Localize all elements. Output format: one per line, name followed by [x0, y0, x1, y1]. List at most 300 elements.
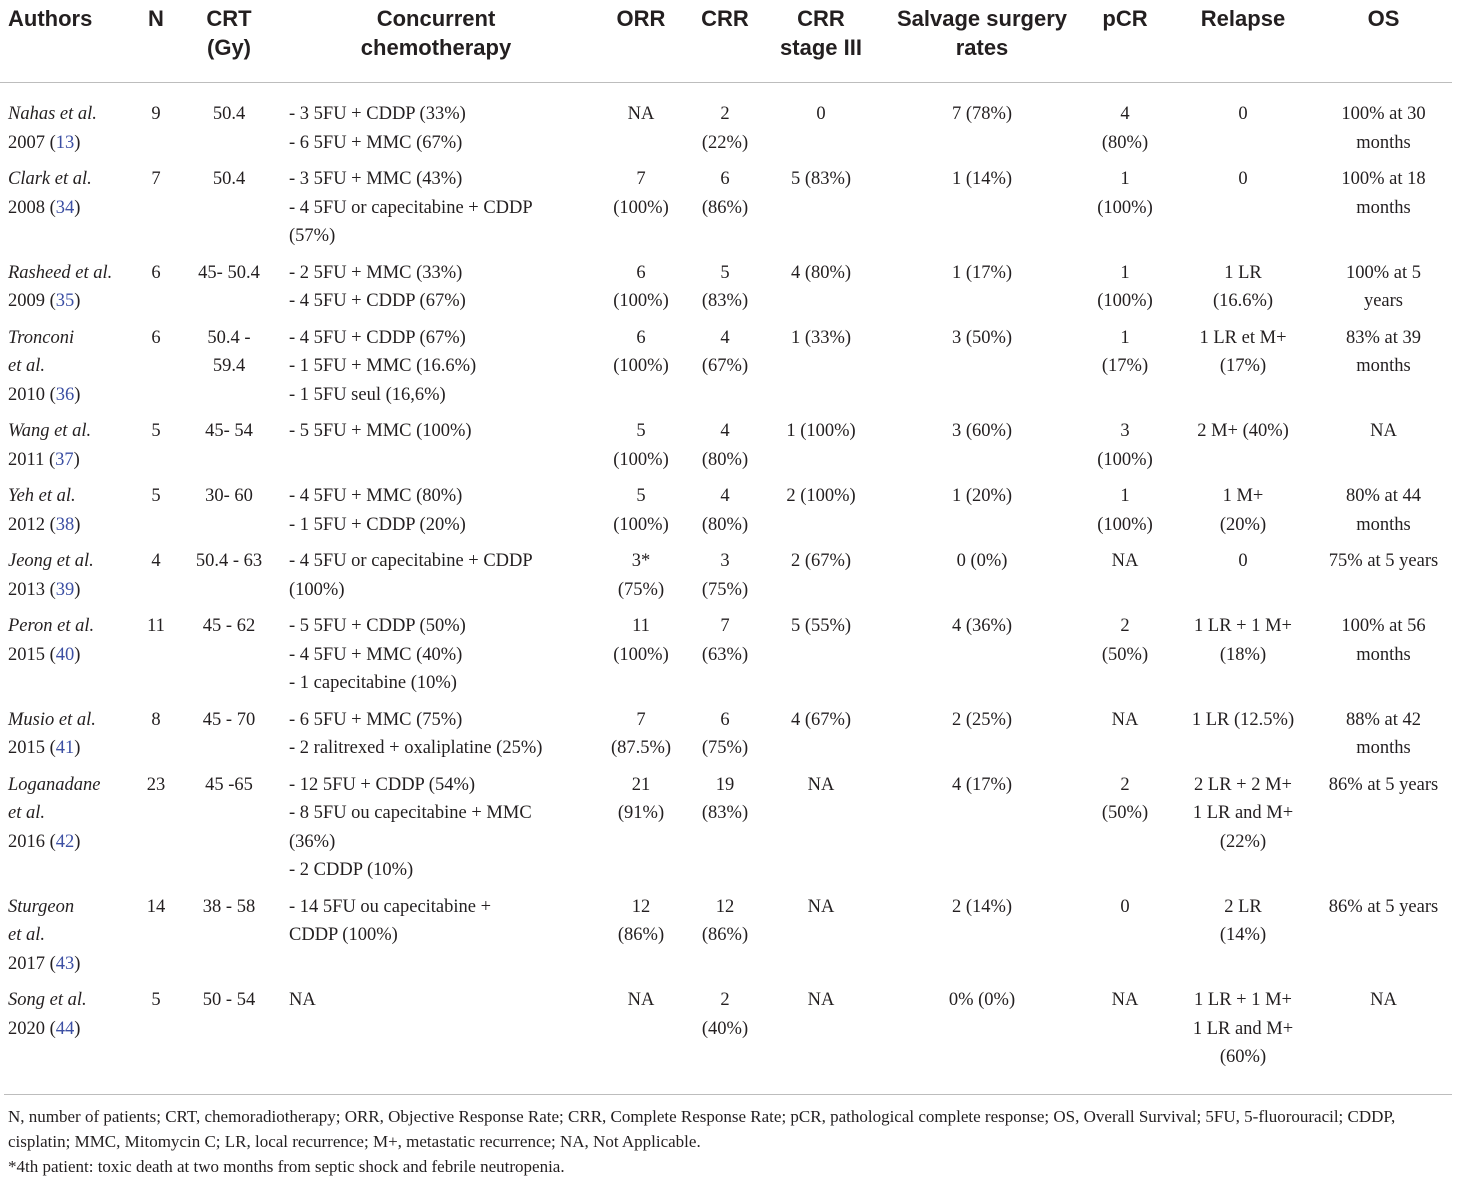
cell-pcr-line: 0 [1120, 896, 1130, 917]
cell-authors [0, 482, 137, 547]
cell-pcr-line: NA [1111, 709, 1139, 730]
author-name: Clark et al. [8, 169, 92, 189]
cell-orr [589, 417, 693, 482]
cell-crr-line: (83%) [701, 291, 749, 311]
cell-relapse-line: 1 LR + 1 M+ [1194, 990, 1292, 1010]
cell-chemotherapy-line: - 8 5FU ou capecitabine + MMC [289, 803, 532, 823]
cell-orr [589, 612, 693, 706]
table-row [0, 165, 1452, 259]
cell-orr-line: 3* [631, 551, 651, 571]
cell-n: 5 [151, 421, 161, 441]
header-pcr: pCR [1079, 0, 1171, 83]
cell-chemotherapy [283, 417, 589, 482]
cell-pcr-line: 2 [1120, 774, 1130, 795]
header-crr: CRR [693, 0, 757, 83]
cell-chemotherapy [283, 324, 589, 418]
cell-relapse-line: 1 LR et M+ [1199, 327, 1287, 348]
cell-chemotherapy-line: - 4 5FU or capecitabine + CDDP [289, 551, 533, 571]
cell-chemotherapy [283, 547, 589, 612]
cell-authors [0, 893, 137, 987]
cell-salvage-surgery [885, 417, 1079, 482]
cell-crt-line: 50 - 54 [202, 990, 256, 1010]
cell-crt [175, 706, 283, 771]
cell-pcr [1079, 324, 1171, 418]
author-year-line: 2020 (44) [8, 1018, 81, 1039]
cell-relapse [1171, 165, 1315, 259]
cell-chemotherapy [283, 771, 589, 893]
cell-crr-line: (22%) [701, 132, 749, 153]
reference-number: 13 [55, 132, 75, 153]
publication-year: 2015 [8, 644, 45, 665]
cell-crr-line: (83%) [701, 803, 749, 823]
cell-pcr-line: 1 [1120, 262, 1130, 283]
cell-authors [0, 612, 137, 706]
cell-authors [0, 771, 137, 893]
table-row [0, 547, 1452, 612]
footnote-toxic-death: *4th patient: toxic death at two months from septic shock and febrile neutropenia. [8, 1157, 565, 1176]
publication-year: 2008 [8, 197, 45, 218]
reference-number: 44 [55, 1018, 75, 1039]
cell-chemotherapy-line: - 4 5FU + CDDP (67%) [289, 327, 466, 348]
table-row [0, 324, 1452, 418]
cell-crt [175, 986, 283, 1080]
cell-os [1315, 324, 1452, 418]
cell-relapse [1171, 259, 1315, 324]
cell-salvage-surgery [885, 547, 1079, 612]
cell-orr-line: 7 [636, 169, 646, 189]
reference-number: 35 [55, 291, 75, 311]
publication-year: 2009 [8, 291, 45, 311]
cell-authors [0, 165, 137, 259]
cell-crr [693, 83, 757, 166]
author-name: Musio et al. [8, 709, 96, 730]
cell-os [1315, 417, 1452, 482]
author-year-line: 2015 (40) [8, 644, 81, 665]
reference-number: 36 [55, 384, 75, 405]
cell-os-line: 100% at 30 [1341, 104, 1426, 124]
cell-crt-line: 50.4 - [207, 327, 251, 348]
cell-relapse-line: 1 M+ [1222, 486, 1264, 506]
cell-crt [175, 547, 283, 612]
cell-crr [693, 612, 757, 706]
cell-salvage-surgery [885, 482, 1079, 547]
header-authors: Authors [0, 0, 137, 83]
cell-crt [175, 482, 283, 547]
reference-number: 42 [55, 831, 75, 852]
author-year-line: 2008 (34) [8, 197, 81, 218]
cell-relapse-line: 0 [1238, 169, 1248, 189]
cell-crr-stage-iii-line: 2 (67%) [790, 551, 852, 571]
cell-chemotherapy-line: - 6 5FU + MMC (67%) [289, 132, 463, 153]
cell-relapse [1171, 612, 1315, 706]
cell-pcr-line: (17%) [1101, 356, 1149, 376]
cell-os-line: months [1356, 738, 1411, 758]
cell-authors [0, 986, 137, 1080]
cell-crr-line: 5 [720, 262, 730, 283]
cell-salvage-surgery-line: 0% (0%) [948, 990, 1016, 1010]
cell-crr-stage-iii [757, 482, 885, 547]
cell-chemotherapy-line: - 2 CDDP (10%) [289, 860, 414, 880]
cell-orr-line: (87.5%) [610, 738, 672, 758]
reference-number: 39 [55, 579, 75, 600]
cell-crr-stage-iii-line: 5 (55%) [790, 616, 852, 636]
author-name: Wang et al. [8, 421, 92, 441]
cell-crr-line: 4 [720, 421, 730, 441]
cell-salvage-surgery-line: 1 (20%) [951, 486, 1013, 506]
cell-n: 8 [151, 709, 161, 730]
cell-chemotherapy [283, 165, 589, 259]
cell-crr [693, 706, 757, 771]
cell-crr-line: (86%) [701, 925, 749, 945]
cell-orr-line: 5 [636, 421, 646, 441]
cell-crr-stage-iii [757, 893, 885, 987]
cell-orr-line: (100%) [613, 644, 669, 665]
cell-crt-line: 45 -65 [205, 774, 253, 795]
cell-salvage-surgery-line: 1 (14%) [951, 169, 1013, 189]
cell-n: 5 [151, 990, 161, 1010]
cell-crt [175, 259, 283, 324]
cell-relapse-line: 1 LR and M+ [1192, 1018, 1294, 1039]
cell-chemotherapy-line: - 5 5FU + CDDP (50%) [289, 616, 466, 636]
cell-crt [175, 417, 283, 482]
cell-crr [693, 547, 757, 612]
cell-pcr-line: NA [1111, 990, 1139, 1010]
cell-n: 5 [151, 486, 161, 506]
cell-crr-line: (75%) [701, 579, 749, 600]
cell-crr-line: (40%) [701, 1018, 749, 1039]
cell-orr-line: 12 [631, 896, 651, 917]
cell-chemotherapy [283, 706, 589, 771]
cell-crr-stage-iii-line: 1 (100%) [786, 421, 856, 441]
cell-salvage-surgery-line: 4 (36%) [951, 616, 1013, 636]
author-name: Peron et al. [8, 616, 95, 636]
cell-crr-stage-iii [757, 324, 885, 418]
header-row [0, 0, 1452, 83]
cell-orr-line: (100%) [613, 197, 669, 218]
cell-relapse-line: 0 [1238, 104, 1248, 124]
cell-chemotherapy-line: - 4 5FU + CDDP (67%) [289, 291, 466, 311]
cell-orr [589, 986, 693, 1080]
cell-salvage-surgery [885, 612, 1079, 706]
cell-n: 23 [146, 774, 166, 795]
footnote-abbreviations: N, number of patients; CRT, chemoradiotherapy; ORR, Objective Response Rate; CRR, Complete Response Rate; pCR, pathological complete response; OS, Overall Survival; 5FU, 5-fluorouracil; CDDP, cisplatin; MMC, Mitomycin C; LR, local recurrence; M+, metastatic recurrence; NA, Not Applicable. [8, 1107, 1396, 1151]
cell-chemotherapy [283, 986, 589, 1080]
cell-os-line: 75% at 5 years [1328, 551, 1439, 571]
cell-os-line: years [1363, 291, 1404, 311]
cell-n: 6 [151, 327, 161, 348]
cell-orr-line: (100%) [613, 449, 669, 470]
header-orr: ORR [589, 0, 693, 83]
cell-chemotherapy-line: - 4 5FU + MMC (40%) [289, 644, 463, 665]
cell-crt [175, 165, 283, 259]
cell-salvage-surgery [885, 986, 1079, 1080]
cell-pcr-line: (100%) [1097, 291, 1153, 311]
cell-crr-stage-iii [757, 259, 885, 324]
cell-crt-line: 50.4 [212, 169, 246, 189]
cell-crr-stage-iii [757, 83, 885, 166]
cell-os [1315, 165, 1452, 259]
publication-year: 2011 [8, 449, 45, 470]
cell-pcr [1079, 547, 1171, 612]
cell-crr [693, 482, 757, 547]
table-row [0, 83, 1452, 166]
cell-crt-line: 45- 50.4 [198, 262, 260, 283]
cell-os [1315, 482, 1452, 547]
cell-crr-stage-iii [757, 771, 885, 893]
cell-chemotherapy-line: - 4 5FU + MMC (80%) [289, 486, 463, 506]
cell-salvage-surgery-line: 0 (0%) [956, 551, 1008, 571]
cell-orr [589, 324, 693, 418]
cell-os [1315, 893, 1452, 987]
cell-chemotherapy [283, 83, 589, 166]
cell-os-line: 88% at 42 [1345, 709, 1421, 730]
table-row [0, 612, 1452, 706]
author-year-line: 2016 (42) [8, 831, 81, 852]
cell-relapse-line: (18%) [1219, 644, 1267, 665]
cell-relapse [1171, 893, 1315, 987]
cell-chemotherapy [283, 893, 589, 987]
cell-chemotherapy-line: (100%) [289, 579, 345, 600]
cell-orr-line: 21 [631, 774, 651, 795]
cell-crr-line: 4 [720, 327, 730, 348]
cell-crr-stage-iii [757, 986, 885, 1080]
cell-crt [175, 612, 283, 706]
cell-relapse [1171, 547, 1315, 612]
cell-authors [0, 83, 137, 166]
cell-relapse-line: (16.6%) [1212, 291, 1274, 311]
cell-salvage-surgery [885, 893, 1079, 987]
cell-relapse [1171, 482, 1315, 547]
cell-crr-line: (80%) [701, 514, 749, 535]
cell-pcr-line: (100%) [1097, 197, 1153, 218]
cell-orr-line: NA [627, 104, 655, 124]
cell-relapse [1171, 324, 1315, 418]
cell-n: 14 [146, 896, 166, 917]
cell-chemotherapy-line: - 14 5FU ou capecitabine + [289, 896, 492, 917]
cell-salvage-surgery [885, 771, 1079, 893]
cell-chemotherapy-line: - 1 5FU seul (16,6%) [289, 384, 446, 405]
cell-crt-line: 50.4 [212, 104, 246, 124]
cell-pcr-line: 4 [1120, 104, 1130, 124]
cell-pcr [1079, 259, 1171, 324]
cell-relapse [1171, 986, 1315, 1080]
cell-os [1315, 83, 1452, 166]
table-row [0, 259, 1452, 324]
author-name: Sturgeon [8, 896, 75, 917]
cell-pcr-line: (50%) [1101, 644, 1149, 665]
author-year-line: 2017 (43) [8, 953, 81, 974]
cell-crr [693, 771, 757, 893]
cell-salvage-surgery [885, 706, 1079, 771]
cell-crr-line: (86%) [701, 197, 749, 218]
cell-relapse-line: 0 [1238, 551, 1248, 571]
reference-number: 37 [55, 449, 74, 470]
cell-pcr [1079, 706, 1171, 771]
cell-pcr [1079, 482, 1171, 547]
cell-crr-stage-iii-line: NA [807, 896, 835, 917]
cell-relapse-line: (60%) [1219, 1047, 1267, 1067]
author-year-line: 2010 (36) [8, 384, 81, 405]
cell-pcr [1079, 612, 1171, 706]
cell-crr-stage-iii [757, 165, 885, 259]
cell-os [1315, 612, 1452, 706]
cell-pcr [1079, 165, 1171, 259]
cell-chemotherapy [283, 612, 589, 706]
author-name: Nahas et al. [8, 104, 97, 124]
cell-chemotherapy-line: - 3 5FU + MMC (43%) [289, 169, 463, 189]
cell-crr-stage-iii [757, 612, 885, 706]
author-year-line: 2013 (39) [8, 579, 81, 600]
cell-os-line: months [1356, 644, 1411, 665]
publication-year: 2007 [8, 132, 45, 153]
cell-os-line: months [1356, 197, 1411, 218]
cell-salvage-surgery-line: 3 (50%) [951, 327, 1013, 348]
cell-crr-stage-iii-line: 4 (67%) [790, 709, 852, 730]
cell-crr-line: 19 [715, 774, 735, 795]
cell-os-line: months [1356, 356, 1411, 376]
author-name: et al. [8, 803, 45, 823]
cell-pcr [1079, 771, 1171, 893]
author-year-line: 2007 (13) [8, 132, 81, 153]
publication-year: 2017 [8, 953, 45, 974]
cell-relapse-line: 2 M+ (40%) [1197, 421, 1289, 441]
cell-crr-line: 12 [715, 896, 735, 917]
cell-chemotherapy-line: CDDP (100%) [289, 925, 398, 945]
cell-orr [589, 547, 693, 612]
cell-os [1315, 771, 1452, 893]
reference-number: 40 [55, 644, 75, 665]
header-relapse: Relapse [1171, 0, 1315, 83]
cell-os-line: 83% at 39 [1345, 327, 1421, 348]
header-crt: CRT (Gy) [175, 0, 283, 83]
table-row [0, 417, 1452, 482]
cell-authors [0, 259, 137, 324]
author-name: Song et al. [8, 990, 87, 1010]
cell-crt [175, 893, 283, 987]
author-name: Loganadane [8, 774, 101, 795]
cell-chemotherapy-line: - 1 capecitabine (10%) [289, 673, 457, 693]
cell-pcr-line: 2 [1120, 616, 1130, 636]
cell-orr [589, 893, 693, 987]
cell-os [1315, 986, 1452, 1080]
cell-crt-line: 30- 60 [205, 486, 253, 506]
cell-orr [589, 83, 693, 166]
cell-chemotherapy-line: - 4 5FU or capecitabine + CDDP [289, 197, 533, 218]
cell-crr-line: 2 [720, 104, 730, 124]
header-chemotherapy: Concurrent chemotherapy [283, 0, 589, 83]
author-name: Jeong et al. [8, 551, 94, 571]
cell-salvage-surgery-line: 2 (25%) [951, 709, 1013, 730]
author-year-line: 2011 (37) [8, 449, 80, 470]
cell-relapse-line: 1 LR and M+ [1192, 803, 1294, 823]
cell-chemotherapy-line: - 3 5FU + CDDP (33%) [289, 104, 466, 124]
cell-crr-stage-iii-line: 4 (80%) [790, 262, 852, 283]
author-name: Tronconi [8, 327, 75, 348]
cell-os-line: months [1356, 132, 1411, 153]
cell-authors [0, 706, 137, 771]
cell-chemotherapy-line: (36%) [289, 831, 336, 852]
cell-crt [175, 324, 283, 418]
cell-relapse-line: 2 LR + 2 M+ [1194, 774, 1292, 795]
author-name: Yeh et al. [8, 486, 76, 506]
cell-pcr-line: (100%) [1097, 449, 1153, 470]
cell-crt-line: 50.4 - 63 [195, 551, 263, 571]
cell-pcr-line: (50%) [1101, 803, 1149, 823]
cell-n: 11 [147, 616, 165, 636]
cell-chemotherapy-line: - 1 5FU + CDDP (20%) [289, 514, 466, 535]
cell-os-line: 100% at 5 [1345, 262, 1421, 283]
cell-os [1315, 259, 1452, 324]
cell-chemotherapy-line: - 6 5FU + MMC (75%) [289, 709, 463, 730]
cell-os-line: 80% at 44 [1345, 486, 1421, 506]
cell-salvage-surgery-line: 4 (17%) [951, 774, 1013, 795]
cell-crr-line: (75%) [701, 738, 749, 758]
header-salvage-surgery: Salvage surgery rates [885, 0, 1079, 83]
footnote-divider [4, 1094, 1452, 1095]
cell-relapse-line: (22%) [1219, 831, 1267, 852]
cell-crt-line: 59.4 [212, 356, 246, 376]
cell-orr-line: 11 [632, 616, 650, 636]
cell-relapse [1171, 417, 1315, 482]
cell-pcr-line: NA [1111, 551, 1139, 571]
header-crr-stage-iii: CRR stage III [757, 0, 885, 83]
cell-pcr-line: 1 [1120, 486, 1130, 506]
cell-os-line: 86% at 5 years [1328, 896, 1439, 917]
cell-crt-line: 45 - 62 [202, 616, 256, 636]
publication-year: 2015 [8, 738, 45, 758]
cell-crr-line: 3 [720, 551, 730, 571]
cell-orr [589, 482, 693, 547]
cell-pcr [1079, 83, 1171, 166]
cell-crr [693, 417, 757, 482]
author-name: et al. [8, 925, 45, 945]
cell-crr-stage-iii [757, 417, 885, 482]
cell-chemotherapy-line: - 2 ralitrexed + oxaliplatine (25%) [289, 738, 543, 758]
reference-number: 41 [55, 738, 75, 758]
cell-crr-stage-iii [757, 547, 885, 612]
publication-year: 2010 [8, 384, 45, 405]
cell-pcr-line: 1 [1120, 327, 1130, 348]
reference-number: 38 [55, 514, 75, 535]
cell-crt-line: 45- 54 [205, 421, 253, 441]
cell-crr-line: 6 [720, 169, 730, 189]
cell-crr [693, 259, 757, 324]
cell-crt [175, 83, 283, 166]
cell-chemotherapy-line: - 12 5FU + CDDP (54%) [289, 774, 476, 795]
cell-crt [175, 771, 283, 893]
author-year-line: 2009 (35) [8, 291, 81, 311]
reference-number: 34 [55, 197, 75, 218]
cell-pcr [1079, 417, 1171, 482]
cell-orr [589, 165, 693, 259]
cell-orr-line: (100%) [613, 291, 669, 311]
cell-chemotherapy-line: - 2 5FU + MMC (33%) [289, 262, 463, 283]
cell-authors [0, 547, 137, 612]
cell-pcr-line: 1 [1120, 169, 1130, 189]
cell-orr-line: (100%) [613, 356, 669, 376]
publication-year: 2013 [8, 579, 45, 600]
cell-orr-line: NA [627, 990, 655, 1010]
author-name: et al. [8, 356, 45, 376]
cell-salvage-surgery [885, 259, 1079, 324]
cell-salvage-surgery [885, 83, 1079, 166]
cell-orr-line: (86%) [617, 925, 665, 945]
table-row [0, 706, 1452, 771]
header-n: N [137, 0, 175, 83]
cell-crr-line: (80%) [701, 449, 749, 470]
cell-os-line: 86% at 5 years [1328, 774, 1439, 795]
cell-authors [0, 324, 137, 418]
